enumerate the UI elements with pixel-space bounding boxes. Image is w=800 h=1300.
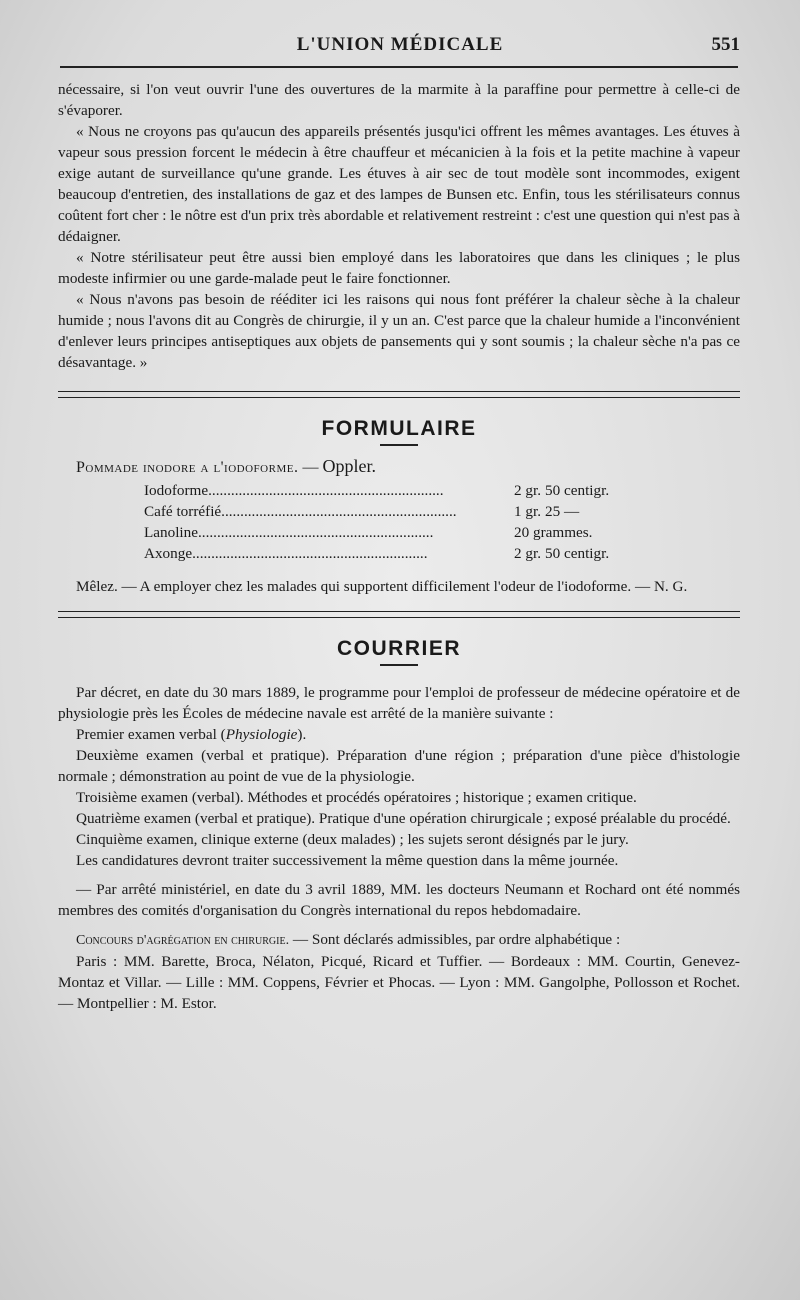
page-number: 551 bbox=[711, 34, 740, 55]
intro-paragraph-1: nécessaire, si l'on veut ouvrir l'une des ouvertures de la marmite à la paraffine pour permettre à celle-ci de s'évaporer. bbox=[58, 81, 740, 119]
page-content bbox=[58, 79, 740, 1014]
ingredient-name: Iodoforme.............................................................. bbox=[144, 482, 444, 499]
section-divider-courrier bbox=[58, 611, 740, 618]
ingredient-quantity: 2 gr. bbox=[514, 545, 542, 562]
formulaire-title-rule bbox=[380, 444, 418, 446]
exam-italic: Physiologie bbox=[225, 726, 298, 743]
recipe-ingredients bbox=[58, 480, 740, 564]
header-rule bbox=[60, 66, 738, 68]
courrier-decree: Par décret, en date du 30 mars 1889, le programme pour l'emploi de professeur de médecine opératoire et de physiologie près les Écoles de médecine navale est arrêté de la manière suivante : bbox=[58, 684, 740, 722]
exam-item: Deuxième examen (verbal et pratique). Préparation d'une région ; préparation d'une pièce d'histologie normale ; démonstration au point de vue de la physiologie. bbox=[58, 747, 740, 785]
ingredient-unit: 50 centigr. bbox=[545, 482, 610, 499]
page-header bbox=[60, 30, 740, 62]
admissibles-list: Paris : MM. Barette, Broca, Nélaton, Picqué, Ricard et Tuffier. — Bordeaux : MM. Courtin, Genevez-Montaz et Villar. — Lille : MM. Coppens, Février et Phocas. — Lyon : MM. Gangolphe, Pollosson et Rochet. — Montpellier : M. Estor. bbox=[58, 953, 740, 1012]
section-divider-formulaire bbox=[58, 391, 740, 398]
exam-item: Premier examen verbal (Physiologie). bbox=[76, 726, 307, 743]
ingredient-quantity: 20 grammes. bbox=[514, 524, 593, 541]
courrier-arrete: — Par arrêté ministériel, en date du 3 avril 1889, MM. les docteurs Neumann et Rochard ont été nommés membres des comités d'organisation du Congrès international du repos hebdomadaire. bbox=[58, 881, 740, 919]
courrier-title-rule bbox=[380, 664, 418, 666]
ingredient-quantity: 2 gr. bbox=[514, 482, 542, 499]
concours-lead: Concours d'agrégation en chirurgie. bbox=[76, 933, 290, 948]
ingredient-name: Lanoline.............................................................. bbox=[144, 524, 434, 541]
ingredient-unit: 50 centigr. bbox=[545, 545, 610, 562]
courrier-title: COURRIER bbox=[336, 637, 461, 660]
formulaire-title: FORMULAIRE bbox=[321, 417, 477, 440]
ingredient-quantity: 1 gr. bbox=[514, 503, 542, 520]
intro-paragraph-2: « Nous ne croyons pas qu'aucun des appareils présentés jusqu'ici offrent les mêmes avantages. Les étuves à vapeur sous pression forcent le médecin à être chauffeur et mécanicien à la fois et la petite machine à vapeur exige autant de surveillance qu'une grande. Les étuves à air sec de tout modèle sont incommodes, exigent beaucoup d'entretien, des installations de gaz et des lampes de Bunsen etc. Enfin, tous les stérilisateurs connus coûtent fort cher : le nôtre est d'un prix très abordable et relativement restreint : c'est une question qui n'est pas à dédaigner. bbox=[58, 123, 740, 245]
recipe-title: Pommade inodore a l'iodoforme. bbox=[76, 459, 299, 476]
recipe-author: Oppler. bbox=[322, 456, 376, 476]
recipe-heading bbox=[58, 456, 740, 478]
recipe-note: Mêlez. — A employer chez les malades qui supportent difficilement l'odeur de l'iodoforme. — N. G. bbox=[76, 578, 688, 595]
ingredient-row bbox=[144, 480, 740, 501]
ingredient-row bbox=[144, 501, 740, 522]
ingredient-name: Axonge.............................................................. bbox=[144, 545, 428, 562]
intro-paragraph-4: « Nous n'avons pas besoin de rééditer ici les raisons qui nous font préférer la chaleur sèche à la chaleur humide ; nous l'avons dit au Congrès de chirurgie, il y un an. C'est parce que la chaleur humide a l'inconvénient d'enlever leurs principes antiseptiques aux objets de pansements qui y sont soumis ; la chaleur sèche n'a pas ce désavantage. » bbox=[58, 291, 740, 371]
ingredient-name: Café torréfié.............................................................. bbox=[144, 503, 457, 520]
exam-item: Cinquième examen, clinique externe (deux malades) ; les sujets seront désignés par le jury. bbox=[76, 831, 629, 848]
recipe-dash: — bbox=[302, 459, 319, 476]
exam-item: Troisième examen (verbal). Méthodes et procédés opératoires ; historique ; examen critique. bbox=[76, 789, 637, 806]
exam-item: Quatrième examen (verbal et pratique). Pratique d'une opération chirurgicale ; exposé préalable du procédé. bbox=[76, 810, 731, 827]
ingredient-unit: 25 — bbox=[545, 503, 580, 520]
intro-paragraph-3: « Notre stérilisateur peut être aussi bien employé dans les laboratoires que dans les cliniques ; le plus modeste infirmier ou une garde-malade peut le faire fonctionner. bbox=[58, 249, 740, 287]
ingredient-row bbox=[144, 543, 740, 564]
concours-paragraph: Concours d'agrégation en chirurgie. — Sont déclarés admissibles, par ordre alphabétique : bbox=[76, 931, 621, 948]
exam-item: Les candidatures devront traiter successivement la même question dans la même journée. bbox=[76, 852, 619, 869]
running-title: L'UNION MÉDICALE bbox=[296, 34, 504, 55]
ingredient-row bbox=[144, 522, 740, 543]
